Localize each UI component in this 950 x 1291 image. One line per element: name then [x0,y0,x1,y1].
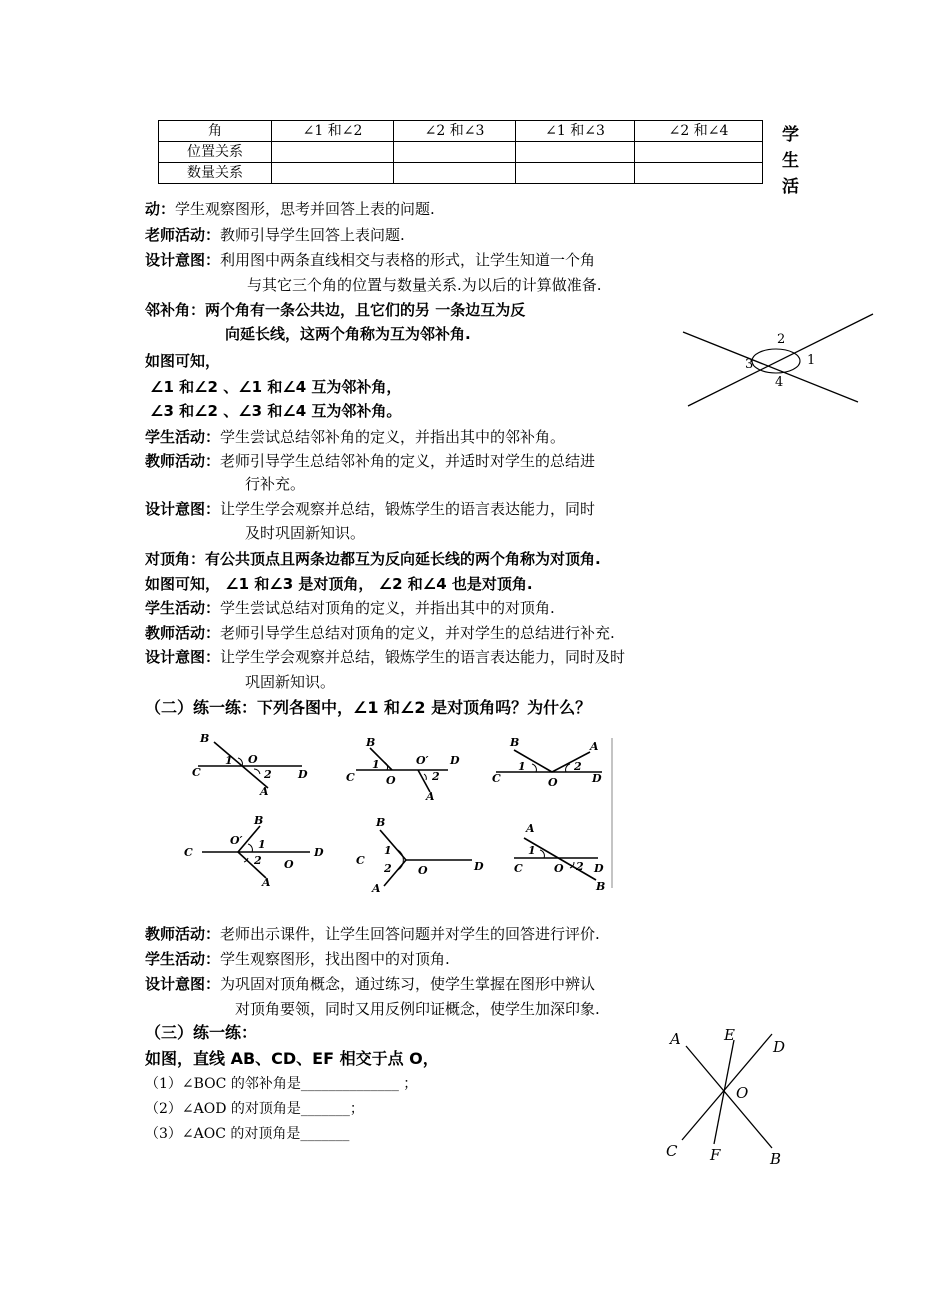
fig-label: O [548,776,558,789]
point-label: F [710,1146,721,1164]
fig-label: B [200,732,210,745]
fig-label: A [372,882,381,895]
paragraph: 设计意图：让学生学会观察并总结，锻炼学生的语言表达能力，同时及时 [145,648,626,666]
fig-label: C [492,772,501,785]
fig-label: A [526,822,535,835]
fig-label: D [298,768,308,781]
exercise-figures [180,728,620,898]
table-cell [635,163,763,184]
fig-label: 2 [432,770,440,783]
fig-label: B [366,736,376,749]
paragraph: 设计意图：让学生学会观察并总结，锻炼学生的语言表达能力，同时 [145,500,596,518]
fig-label: 2 [254,854,262,867]
fig-label: A [426,790,435,803]
paragraph: 学生活动：学生尝试总结邻补角的定义，并指出其中的邻补角。 [145,428,566,446]
point-label: O [736,1084,749,1102]
table-header-cell: ∠2 和∠3 [394,121,516,142]
table-row [159,142,763,163]
fig-label: 2 [576,860,584,873]
angle-label-1: 1 [807,353,816,368]
side-char: 生 [782,151,799,171]
line-ef [714,1040,734,1144]
paragraph-cont: 与其它三个角的位置与数量关系.为以后的计算做准备. [247,276,602,294]
fig-label: O [386,774,396,787]
paragraph-cont: 及时巩固新知识。 [245,524,366,542]
table-header-cell: ∠2 和∠4 [635,121,763,142]
fig-label: O′ [416,754,429,767]
fig-label: D [474,860,484,873]
section-heading-2: （二）练一练：下列各图中，∠1 和∠2 是对顶角吗？为什么？ [145,698,592,717]
row-label: 位置关系 [159,142,272,163]
table-header-cell: 角 [159,121,272,142]
fig-label: 1 [518,760,526,773]
side-char: 活 [782,177,799,197]
angle-label-4: 4 [775,375,784,390]
paragraph: 如图，直线 AB、CD、EF 相交于点 O， [145,1049,439,1068]
fig-label: 2 [264,768,272,781]
paragraph: 如图可知， [145,352,221,370]
fig-label: 1 [258,838,266,851]
fig-label: O [418,864,428,877]
fig-label: 2 [574,760,582,773]
intersecting-lines-figure [678,310,878,415]
table-header-cell: ∠1 和∠3 [516,121,635,142]
paragraph: 老师活动：教师引导学生回答上表问题. [145,226,405,244]
table-cell [516,163,635,184]
fig-label: A [260,785,269,798]
row-label: 数量关系 [159,163,272,184]
definition-adjacent-cont: 向延长线，这两个角称为互为邻补角. [225,325,471,343]
paragraph: ∠3 和∠2 、∠3 和∠4 互为邻补角。 [150,402,402,420]
figure-e [356,816,484,895]
fig-label: O [248,753,258,766]
fig-label: D [314,846,324,859]
fig-label: 2 [384,862,392,875]
question-1: （1）∠BOC 的邻补角是______________ ； [145,1076,418,1092]
fig-label: C [346,771,355,784]
paragraph: 学生活动：学生尝试总结对顶角的定义，并指出其中的对顶角. [145,599,555,617]
fig-label: B [596,880,606,893]
table-cell [272,142,394,163]
fig-label: C [514,862,523,875]
fig-label: 1 [528,844,536,857]
point-label: D [773,1038,786,1056]
point-label: E [724,1026,735,1044]
fig-label: 1 [225,754,233,767]
figure-c [492,736,602,789]
fig-label: C [184,846,193,859]
line-cd [682,1034,772,1140]
fig-label: A [590,740,599,753]
point-label: C [666,1142,678,1160]
line-1 [683,332,858,402]
point-label: B [770,1150,782,1168]
paragraph: 设计意图：为巩固对顶角概念，通过练习，使学生掌握在图形中辨认 [145,975,596,993]
fig-label: O [554,862,564,875]
fig-label: D [592,772,602,785]
table-cell [394,142,516,163]
angle-label-2: 2 [777,332,786,347]
definition-adjacent: 邻补角：两个角有一条公共边，且它们的另 一条边互为反 [145,301,526,319]
table-cell [272,163,394,184]
angle-label-3: 3 [745,357,754,372]
three-lines-figure [660,1022,800,1172]
paragraph: 设计意图：利用图中两条直线相交与表格的形式，让学生知道一个角 [145,251,596,269]
paragraph: 教师活动：老师引导学生总结对顶角的定义，并对学生的总结进行补充. [145,624,615,642]
fig-label: C [356,854,365,867]
fig-label: O′ [230,834,243,847]
figure-f [514,822,605,893]
figure-d [184,814,324,889]
question-2: （2）∠AOD 的对顶角是_______； [145,1101,364,1117]
paragraph-cont: 巩固新知识。 [245,673,336,691]
figure-a [192,732,308,798]
line-2 [688,314,873,406]
paragraph-cont: 行补充。 [245,475,306,493]
fig-label: B [510,736,520,749]
fig-label: 1 [384,844,392,857]
paragraph: 教师活动：老师引导学生总结邻补角的定义，并适时对学生的总结进 [145,452,596,470]
question-3: （3）∠AOC 的对顶角是_______ [145,1126,350,1142]
section-heading-3: （三）练一练： [145,1023,258,1042]
point-label: A [670,1030,681,1048]
paragraph-cont: 对顶角要领，同时又用反例印证概念，使学生加深印象. [235,1000,600,1018]
table-header-row [159,121,763,142]
paragraph: 学生活动：学生观察图形，找出图中的对顶角. [145,950,450,968]
fig-label: D [594,862,604,875]
figure-b [346,736,460,803]
side-char: 学 [782,125,799,145]
fig-label: C [192,766,201,779]
definition-vertical: 对顶角：有公共顶点且两条边都互为反向延长线的两个角称为对顶角. [145,550,601,568]
fig-label: B [254,814,264,827]
table-cell [516,142,635,163]
paragraph: 教师活动：老师出示课件，让学生回答问题并对学生的回答进行评价. [145,925,600,943]
paragraph: 如图可知， ∠1 和∠3 是对顶角， ∠2 和∠4 也是对顶角. [145,575,533,593]
table-row [159,163,763,184]
paragraph: 动：学生观察图形，思考并回答上表的问题. [145,200,435,218]
table-cell [635,142,763,163]
fig-label: O [284,858,294,871]
paragraph: ∠1 和∠2 、∠1 和∠4 互为邻补角， [150,378,402,396]
table-cell [394,163,516,184]
table-header-cell: ∠1 和∠2 [272,121,394,142]
fig-label: B [376,816,386,829]
fig-label: 1 [372,758,380,771]
fig-label: D [450,754,460,767]
fig-label: A [262,876,271,889]
angle-relation-table [158,120,763,184]
line-ab [686,1046,772,1148]
